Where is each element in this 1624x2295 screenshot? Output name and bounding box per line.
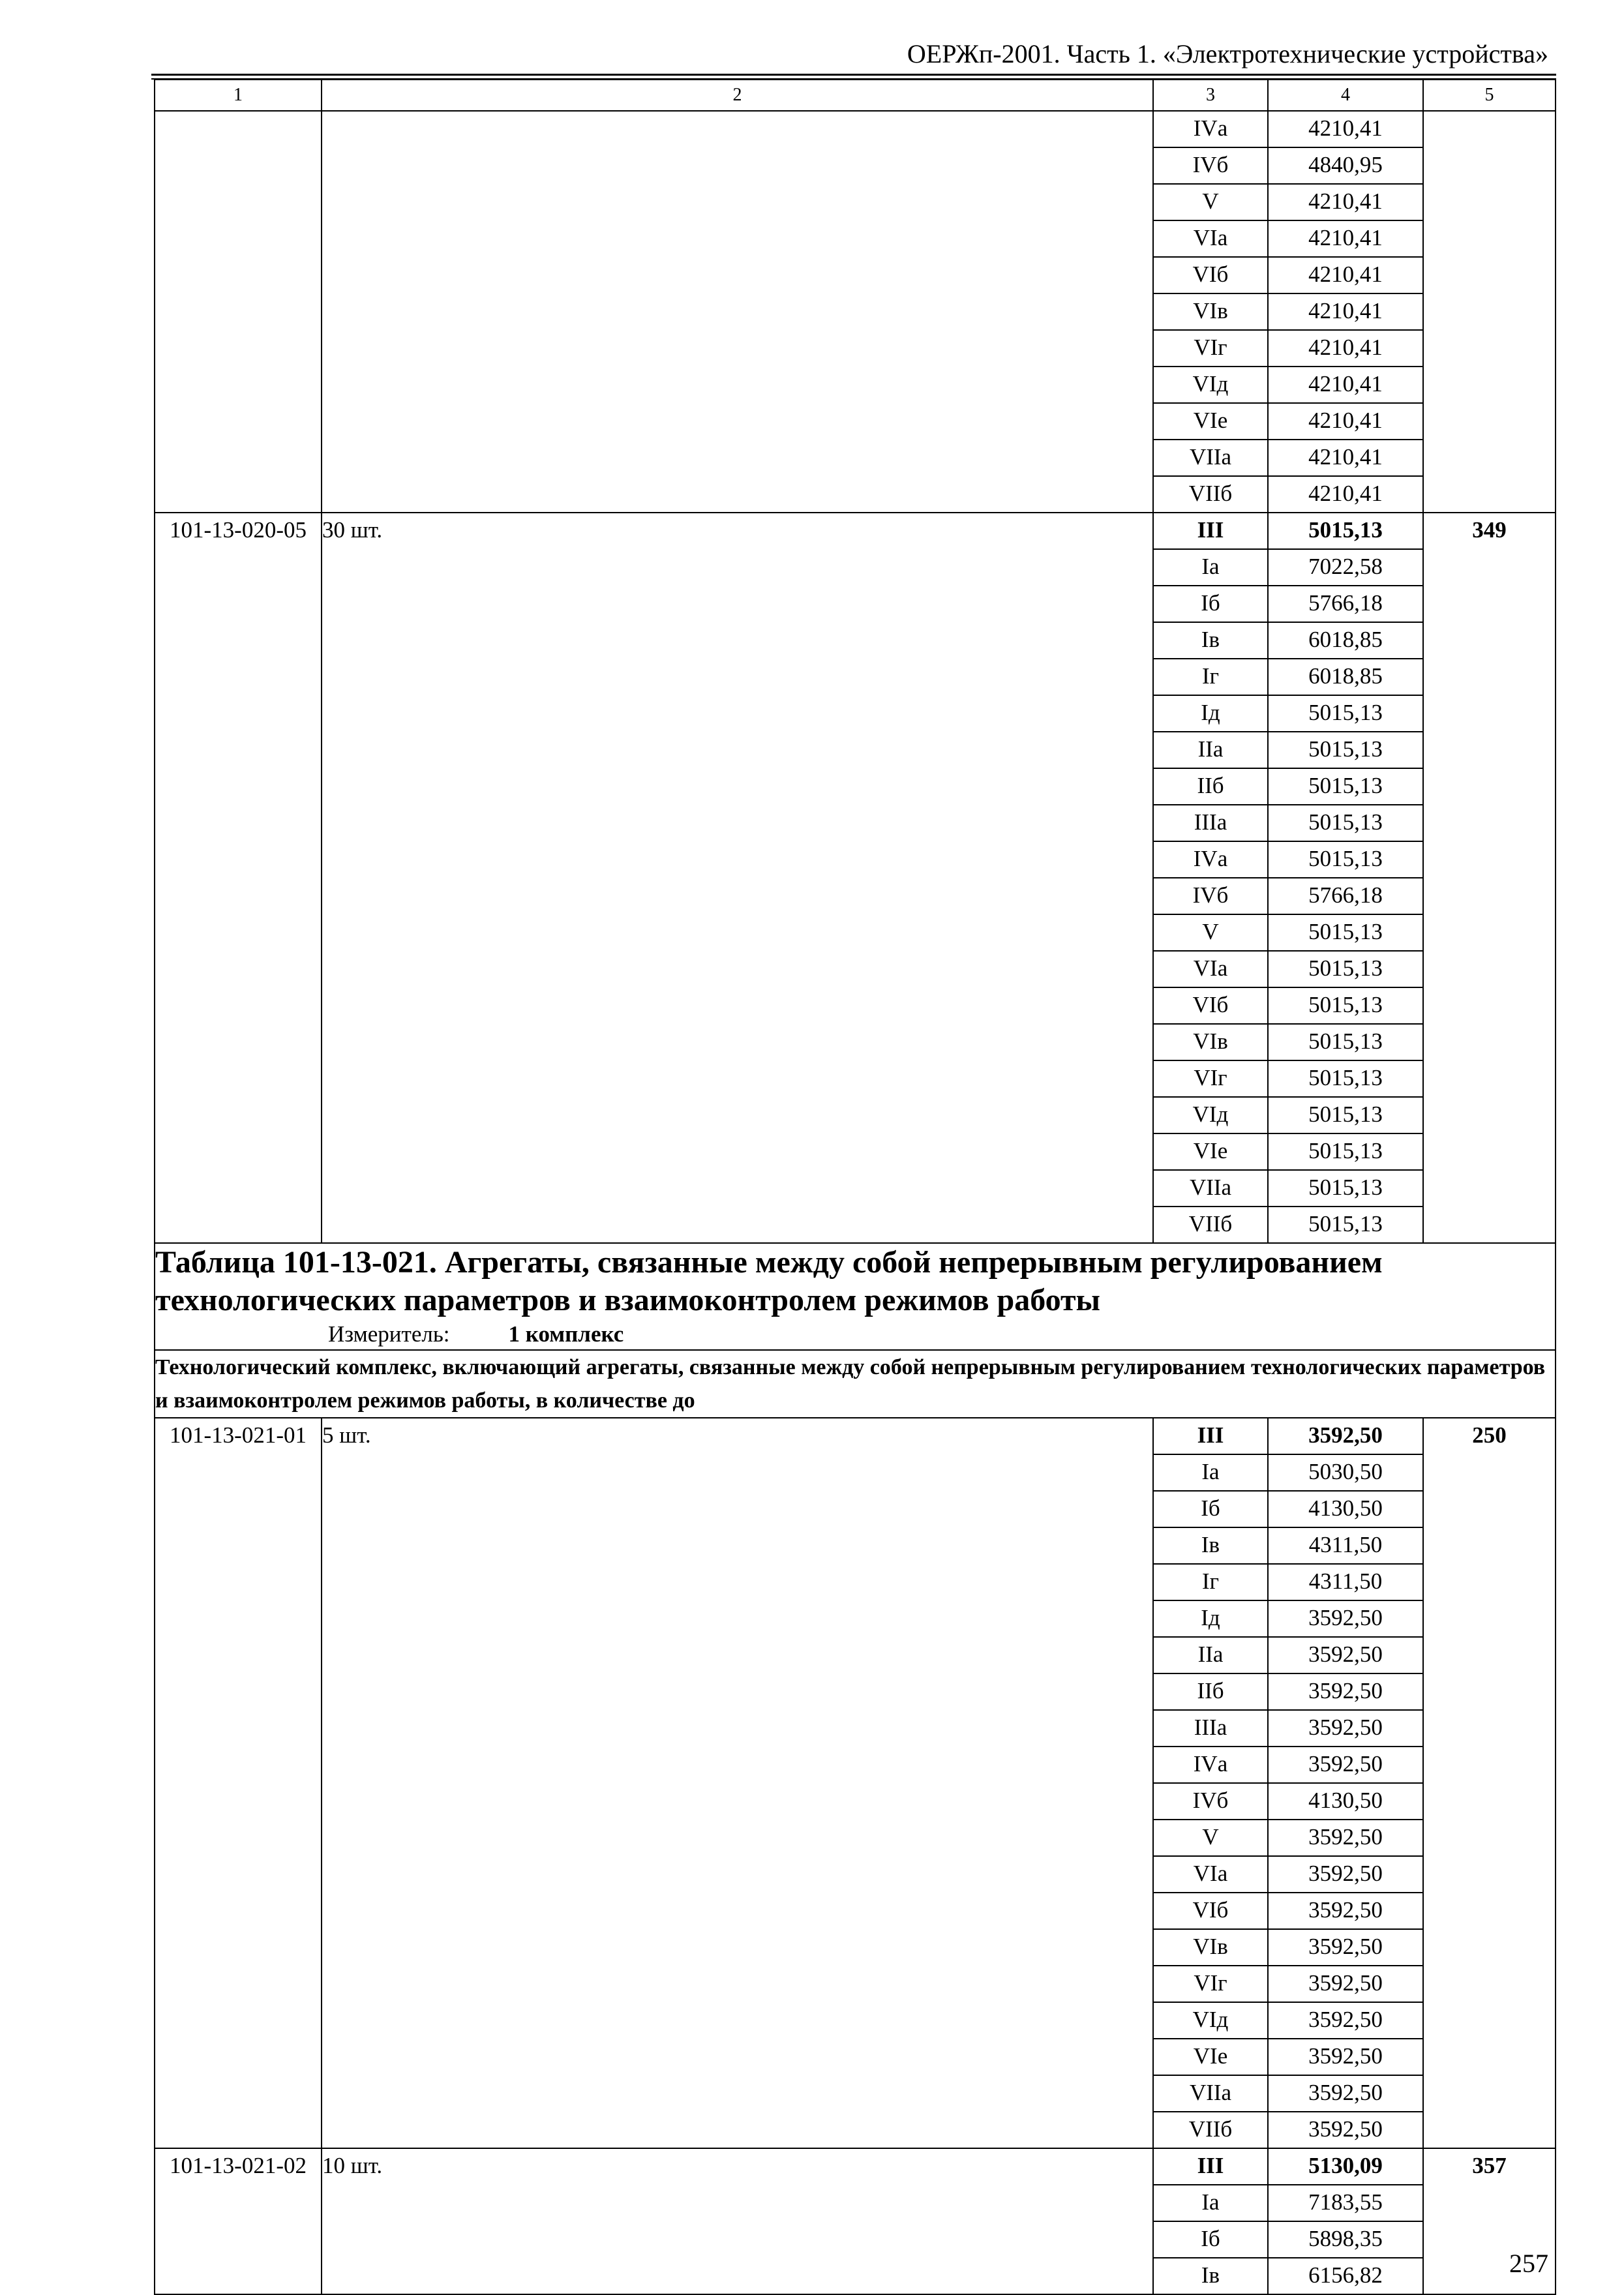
zone-cell: Iб bbox=[1153, 1491, 1268, 1527]
column-5-value: 250 bbox=[1423, 1418, 1556, 2148]
price-cell: 4210,41 bbox=[1268, 184, 1423, 220]
zone-cell: V bbox=[1153, 1820, 1268, 1856]
price-cell: 5015,13 bbox=[1268, 1024, 1423, 1060]
table-section-header bbox=[155, 1243, 1556, 1350]
zone-cell: III bbox=[1153, 513, 1268, 549]
column-number: 2 bbox=[322, 80, 1153, 111]
zone-cell: VIб bbox=[1153, 257, 1268, 293]
price-cell: 5130,09 bbox=[1268, 2148, 1423, 2185]
price-cell: 4210,41 bbox=[1268, 403, 1423, 440]
price-cell: 5015,13 bbox=[1268, 768, 1423, 805]
price-cell: 3592,50 bbox=[1268, 1747, 1423, 1783]
zone-cell: VIг bbox=[1153, 330, 1268, 367]
price-cell: 5015,13 bbox=[1268, 987, 1423, 1024]
price-cell: 6018,85 bbox=[1268, 659, 1423, 695]
price-cell: 3592,50 bbox=[1268, 1418, 1423, 1454]
zone-cell: IIIа bbox=[1153, 805, 1268, 841]
price-cell: 6156,82 bbox=[1268, 2258, 1423, 2294]
price-cell: 5015,13 bbox=[1268, 732, 1423, 768]
zone-cell: VIIб bbox=[1153, 476, 1268, 513]
price-table bbox=[154, 79, 1556, 2295]
zone-cell: VIд bbox=[1153, 1097, 1268, 1133]
price-cell: 4210,41 bbox=[1268, 440, 1423, 476]
zone-cell: III bbox=[1153, 2148, 1268, 2185]
column-5-value bbox=[1423, 111, 1556, 513]
zone-cell: VIIа bbox=[1153, 1170, 1268, 1207]
zone-cell: VIв bbox=[1153, 293, 1268, 330]
price-cell: 5015,13 bbox=[1268, 513, 1423, 549]
price-cell: 5015,13 bbox=[1268, 1207, 1423, 1243]
zone-cell: VIб bbox=[1153, 987, 1268, 1024]
item-code bbox=[155, 111, 322, 513]
zone-cell: IVб bbox=[1153, 878, 1268, 914]
price-cell: 5898,35 bbox=[1268, 2221, 1423, 2258]
price-cell: 4210,41 bbox=[1268, 330, 1423, 367]
zone-cell: Iб bbox=[1153, 2221, 1268, 2258]
column-number-row bbox=[155, 80, 1556, 111]
zone-cell: VIIа bbox=[1153, 440, 1268, 476]
price-cell: 6018,85 bbox=[1268, 622, 1423, 659]
price-cell: 4130,50 bbox=[1268, 1491, 1423, 1527]
price-cell: 5766,18 bbox=[1268, 878, 1423, 914]
column-5-value: 357 bbox=[1423, 2148, 1556, 2294]
zone-cell: Iа bbox=[1153, 1454, 1268, 1491]
price-cell: 4311,50 bbox=[1268, 1527, 1423, 1564]
price-cell: 5766,18 bbox=[1268, 586, 1423, 622]
item-code: 101-13-020-05 bbox=[155, 513, 322, 1243]
price-cell: 4311,50 bbox=[1268, 1564, 1423, 1600]
measure-line bbox=[328, 1319, 1555, 1349]
zone-cell: Iд bbox=[1153, 695, 1268, 732]
zone-cell: Iв bbox=[1153, 2258, 1268, 2294]
zone-cell: VIа bbox=[1153, 951, 1268, 987]
price-cell: 7022,58 bbox=[1268, 549, 1423, 586]
price-cell: 4210,41 bbox=[1268, 257, 1423, 293]
item-description: 30 шт. bbox=[322, 513, 1153, 1243]
price-cell: 5015,13 bbox=[1268, 1170, 1423, 1207]
table-title: Таблица 101-13-021. Агрегаты, связанные между собой непрерывным регулированием технологических параметров и взаимоконтролем режимов работы bbox=[155, 1245, 1383, 1317]
zone-cell: VIIб bbox=[1153, 1207, 1268, 1243]
column-number: 3 bbox=[1153, 80, 1268, 111]
zone-cell: VIе bbox=[1153, 1133, 1268, 1170]
price-cell: 5015,13 bbox=[1268, 1097, 1423, 1133]
price-cell: 5015,13 bbox=[1268, 951, 1423, 987]
zone-cell: Iа bbox=[1153, 2185, 1268, 2221]
zone-cell: VIв bbox=[1153, 1024, 1268, 1060]
price-cell: 4210,41 bbox=[1268, 367, 1423, 403]
table-row bbox=[155, 513, 1556, 549]
item-description bbox=[322, 111, 1153, 513]
table-description-row bbox=[155, 1350, 1556, 1418]
price-cell: 5015,13 bbox=[1268, 695, 1423, 732]
price-cell: 5015,13 bbox=[1268, 805, 1423, 841]
price-cell: 4130,50 bbox=[1268, 1783, 1423, 1820]
price-cell: 3592,50 bbox=[1268, 1637, 1423, 1673]
zone-cell: V bbox=[1153, 914, 1268, 951]
price-cell: 3592,50 bbox=[1268, 1710, 1423, 1747]
zone-cell: V bbox=[1153, 184, 1268, 220]
running-header: ОЕРЖп-2001. Часть 1. «Электротехнические устройства» bbox=[907, 39, 1548, 68]
zone-cell: Iг bbox=[1153, 659, 1268, 695]
price-cell: 3592,50 bbox=[1268, 1966, 1423, 2002]
column-number: 4 bbox=[1268, 80, 1423, 111]
price-cell: 5015,13 bbox=[1268, 1060, 1423, 1097]
item-description: 5 шт. bbox=[322, 1418, 1153, 2148]
section-title-cell bbox=[155, 1243, 1556, 1350]
price-cell: 4210,41 bbox=[1268, 220, 1423, 257]
zone-cell: VIе bbox=[1153, 403, 1268, 440]
price-cell: 5015,13 bbox=[1268, 914, 1423, 951]
zone-cell: VIIа bbox=[1153, 2075, 1268, 2112]
price-cell: 3592,50 bbox=[1268, 1856, 1423, 1893]
price-cell: 4210,41 bbox=[1268, 476, 1423, 513]
zone-cell: VIг bbox=[1153, 1966, 1268, 2002]
zone-cell: Iг bbox=[1153, 1564, 1268, 1600]
zone-cell: IIа bbox=[1153, 1637, 1268, 1673]
zone-cell: Iв bbox=[1153, 622, 1268, 659]
price-cell: 7183,55 bbox=[1268, 2185, 1423, 2221]
column-5-value: 349 bbox=[1423, 513, 1556, 1243]
column-number: 5 bbox=[1423, 80, 1556, 111]
zone-cell: VIа bbox=[1153, 220, 1268, 257]
price-cell: 4840,95 bbox=[1268, 147, 1423, 184]
zone-cell: IIб bbox=[1153, 1673, 1268, 1710]
price-table-body bbox=[155, 80, 1556, 2294]
table-description: Технологический комплекс, включающий агрегаты, связанные между собой непрерывным регулированием технологических параметров и взаимоконтролем режимов работы, в количестве до bbox=[155, 1350, 1556, 1418]
zone-cell: IIIа bbox=[1153, 1710, 1268, 1747]
zone-cell: Iа bbox=[1153, 549, 1268, 586]
price-cell: 5015,13 bbox=[1268, 841, 1423, 878]
price-cell: 3592,50 bbox=[1268, 2112, 1423, 2148]
item-description: 10 шт. bbox=[322, 2148, 1153, 2294]
table-row bbox=[155, 2148, 1556, 2185]
price-cell: 3592,50 bbox=[1268, 2075, 1423, 2112]
measure-label: Измеритель: bbox=[328, 1321, 450, 1347]
price-cell: 4210,41 bbox=[1268, 293, 1423, 330]
zone-cell: IVб bbox=[1153, 147, 1268, 184]
zone-cell: VIIб bbox=[1153, 2112, 1268, 2148]
zone-cell: IIб bbox=[1153, 768, 1268, 805]
price-cell: 4210,41 bbox=[1268, 111, 1423, 147]
zone-cell: VIб bbox=[1153, 1893, 1268, 1929]
table-row bbox=[155, 111, 1556, 147]
zone-cell: Iб bbox=[1153, 586, 1268, 622]
zone-cell: Iв bbox=[1153, 1527, 1268, 1564]
zone-cell: IVб bbox=[1153, 1783, 1268, 1820]
price-cell: 3592,50 bbox=[1268, 1600, 1423, 1637]
zone-cell: VIг bbox=[1153, 1060, 1268, 1097]
measure-value: 1 комплекс bbox=[508, 1321, 624, 1347]
zone-cell: IVа bbox=[1153, 111, 1268, 147]
zone-cell: III bbox=[1153, 1418, 1268, 1454]
zone-cell: IVа bbox=[1153, 1747, 1268, 1783]
zone-cell: VIд bbox=[1153, 367, 1268, 403]
page-number: 257 bbox=[1509, 2249, 1548, 2278]
price-cell: 3592,50 bbox=[1268, 1673, 1423, 1710]
price-cell: 3592,50 bbox=[1268, 1820, 1423, 1856]
price-cell: 5015,13 bbox=[1268, 1133, 1423, 1170]
price-cell: 3592,50 bbox=[1268, 1893, 1423, 1929]
zone-cell: VIа bbox=[1153, 1856, 1268, 1893]
price-cell: 5030,50 bbox=[1268, 1454, 1423, 1491]
item-code: 101-13-021-02 bbox=[155, 2148, 322, 2294]
zone-cell: Iд bbox=[1153, 1600, 1268, 1637]
price-cell: 3592,50 bbox=[1268, 2002, 1423, 2039]
zone-cell: VIд bbox=[1153, 2002, 1268, 2039]
zone-cell: VIе bbox=[1153, 2039, 1268, 2075]
zone-cell: VIв bbox=[1153, 1929, 1268, 1966]
price-cell: 3592,50 bbox=[1268, 1929, 1423, 1966]
header-rule bbox=[151, 74, 1556, 76]
zone-cell: IIа bbox=[1153, 732, 1268, 768]
price-cell: 3592,50 bbox=[1268, 2039, 1423, 2075]
item-code: 101-13-021-01 bbox=[155, 1418, 322, 2148]
column-number: 1 bbox=[155, 80, 322, 111]
table-row bbox=[155, 1418, 1556, 1454]
zone-cell: IVа bbox=[1153, 841, 1268, 878]
